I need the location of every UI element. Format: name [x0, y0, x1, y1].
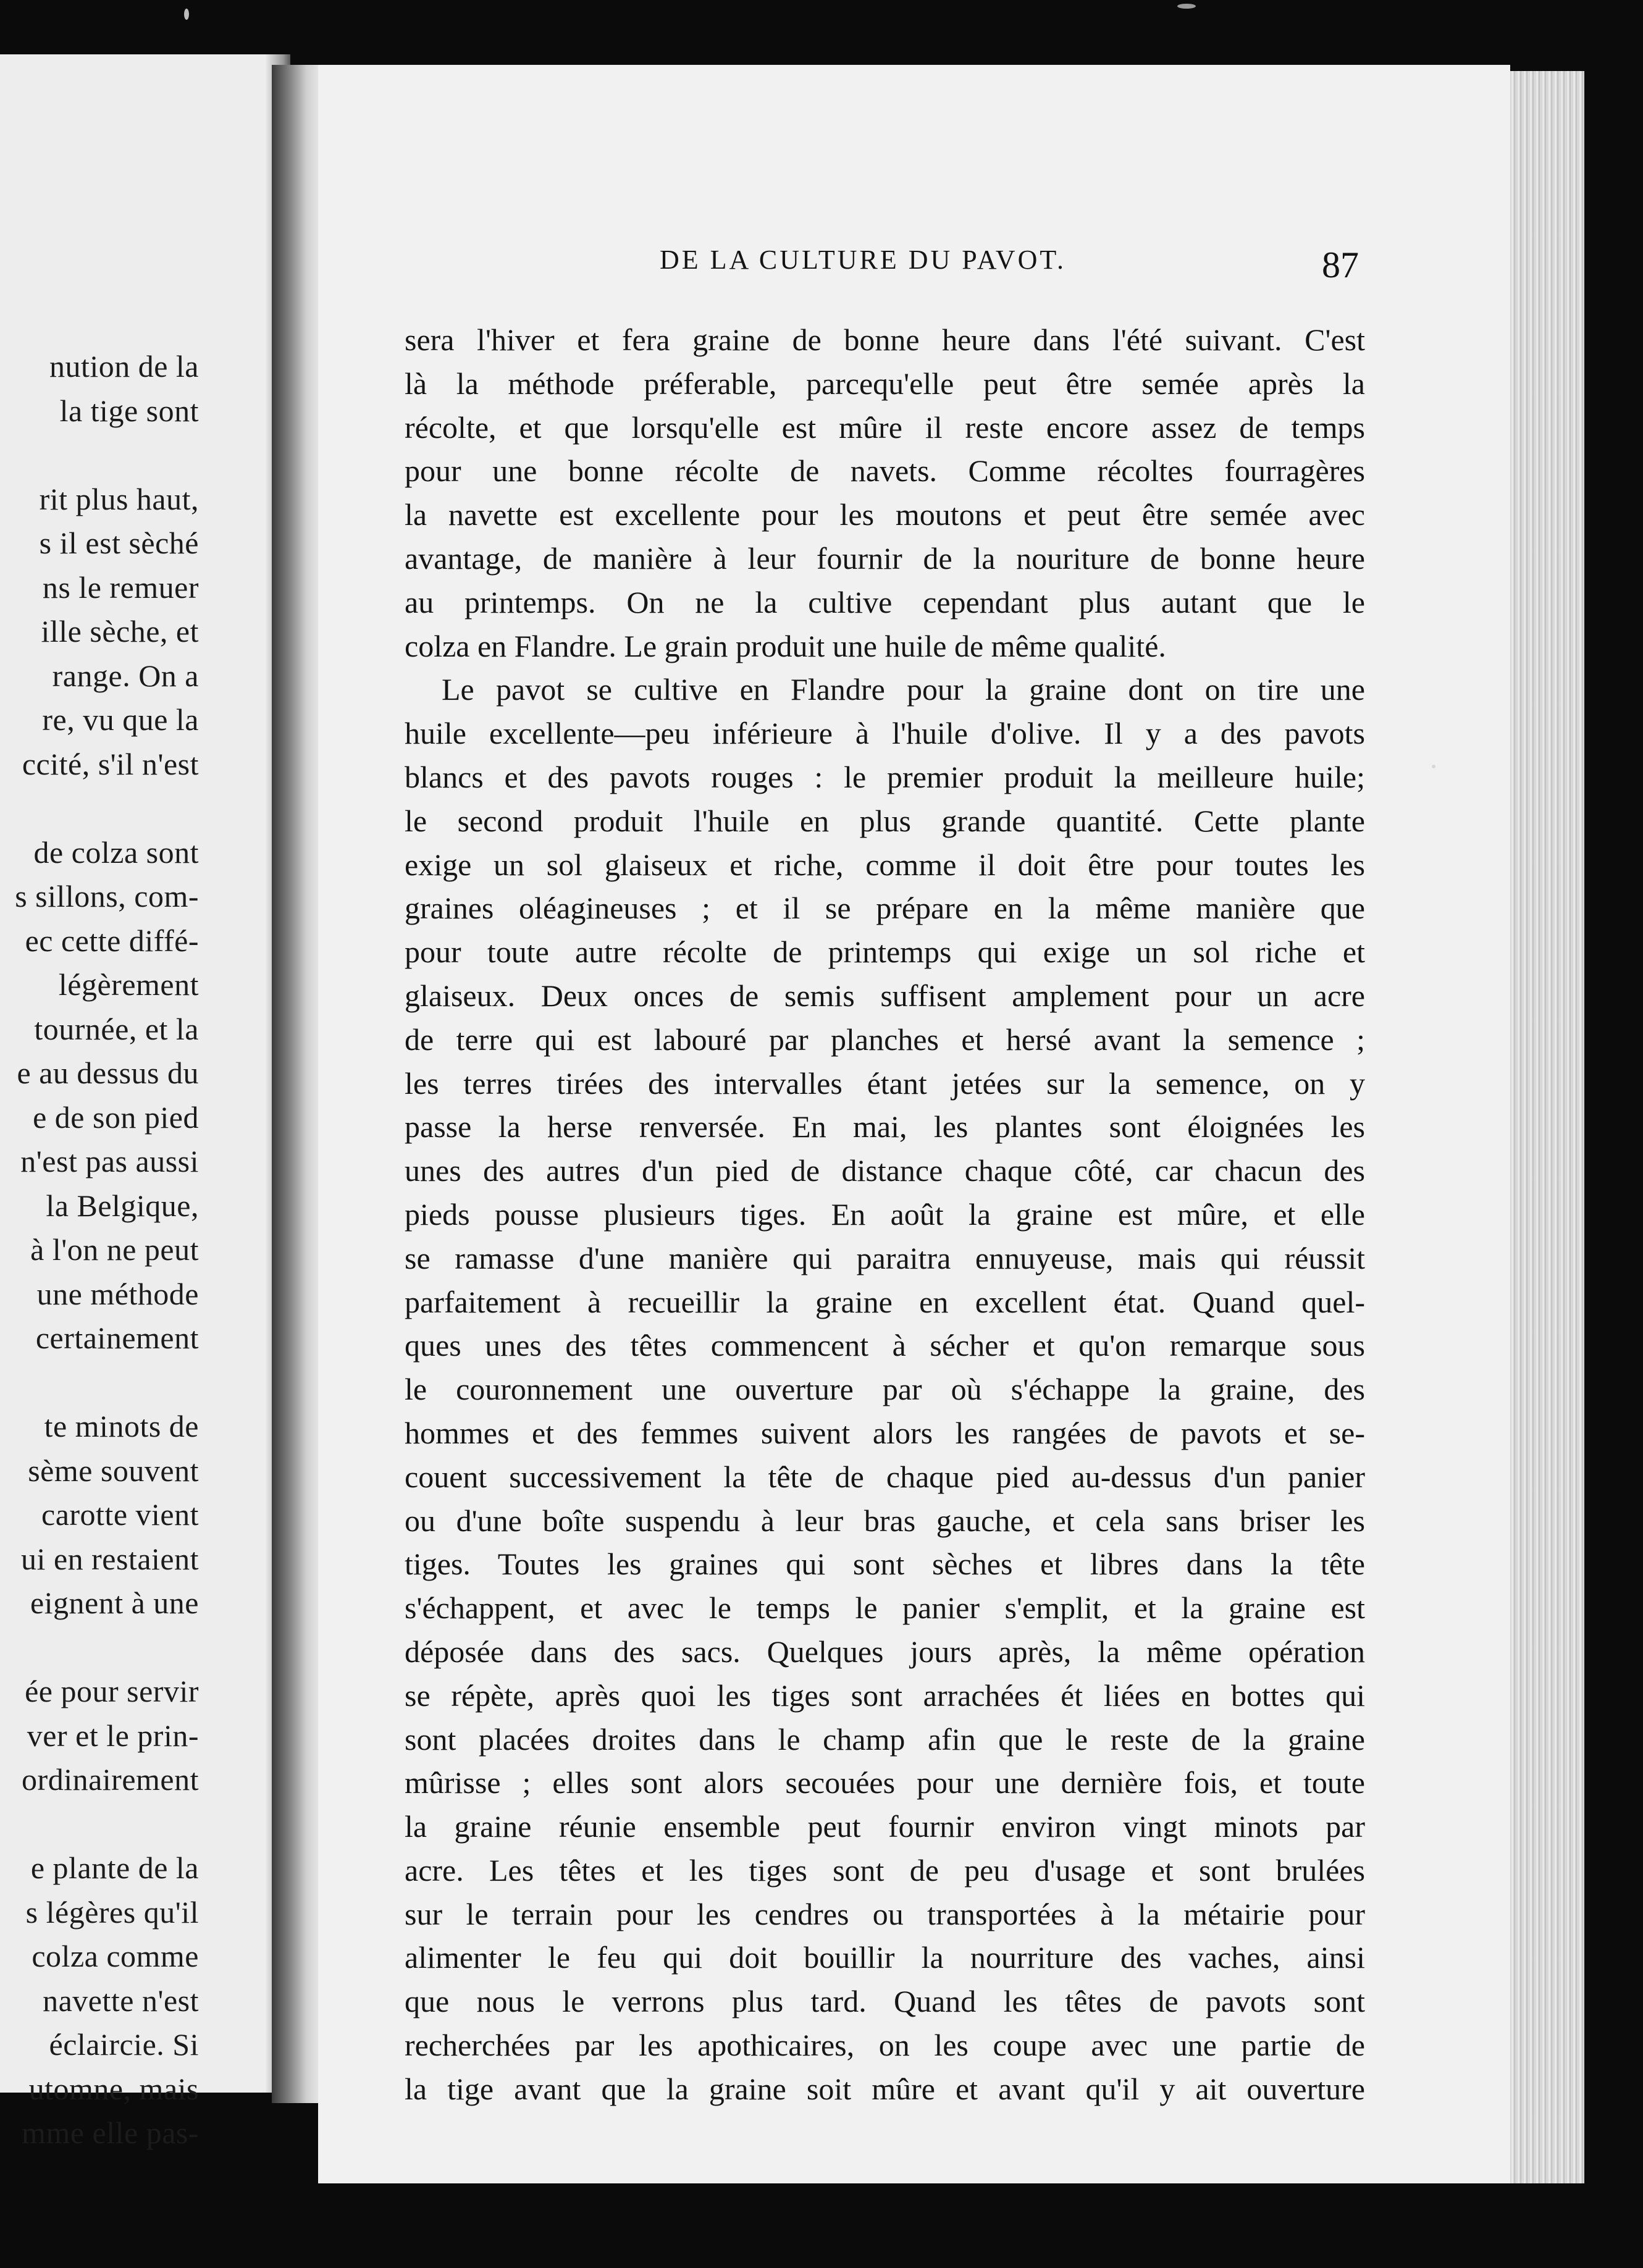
text-line: se ramasse d'une manière qui paraitra ennuyeuse, mais qui réussit	[405, 1240, 1365, 1275]
left-page-line: certainement	[35, 1321, 199, 1355]
text-line: la tige avant que la graine soit mûre et avant qu'il y ait ouverture	[405, 2071, 1365, 2106]
left-page-line: te minots de	[44, 1409, 199, 1443]
left-page-line: e de son pied	[33, 1099, 199, 1135]
text-line: tiges. Toutes les graines qui sont sèches et libres dans la tête	[405, 1547, 1365, 1582]
left-page-line: utomne, mais	[28, 2071, 199, 2106]
left-page-line: éclaircie. Si	[49, 2027, 199, 2062]
text-line: pour une bonne récolte de navets. Comme récoltes fourragères	[405, 453, 1365, 489]
left-page-line: e plante de la	[30, 1850, 199, 1885]
left-page-line: rit plus haut,	[39, 481, 199, 516]
text-line: sont placées droites dans le champ afin que le reste de la graine	[405, 1721, 1365, 1757]
left-page-text	[15, 345, 199, 2156]
text-line: graines oléagineuses ; et il se prépare en la même manière que	[405, 891, 1365, 926]
running-head: DE LA CULTURE DU PAVOT.	[660, 245, 1066, 275]
paper-speck	[1432, 765, 1435, 768]
page-number: 87	[1322, 245, 1359, 285]
book-spine	[272, 65, 321, 2103]
left-page-line: s il est sèché	[39, 526, 199, 560]
text-line: glaiseux. Deux onces de semis suffisent amplement pour un acre	[405, 978, 1365, 1013]
text-line: recherchées par les apothicaires, on les coupe avec une partie de	[405, 2028, 1365, 2063]
left-page-line: re, vu que la	[42, 702, 199, 737]
text-line: avantage, de manière à leur fournir de la nouriture de bonne heure	[405, 540, 1365, 576]
left-page-line: s légères qu'il	[25, 1894, 199, 1930]
text-line: les terres tirées des intervalles étant jetées sur la semence, on y	[405, 1065, 1365, 1101]
text-line: déposée dans des sacs. Quelques jours après, la même opération	[405, 1634, 1365, 1669]
text-line: unes des autres d'un pied de distance chaque côté, car chacun des	[405, 1153, 1365, 1188]
left-page-line: e au dessus du	[17, 1056, 199, 1090]
text-line: sera l'hiver et fera graine de bonne heure dans l'été suivant. C'est	[405, 322, 1365, 357]
left-page-line: ver et le prin-	[27, 1718, 199, 1753]
text-line: parfaitement à recueillir la graine en excellent état. Quand quel-	[405, 1284, 1365, 1319]
text-line: le couronnement une ouverture par où s'échappe la graine, des	[405, 1372, 1365, 1407]
text-line: au printemps. On ne la cultive cependant plus autant que le	[405, 584, 1365, 620]
left-page-line: de colza sont	[33, 834, 199, 870]
body-text	[405, 318, 1365, 2111]
text-line: passe la herse renversée. En mai, les plantes sont éloignées les	[405, 1109, 1365, 1144]
left-page-line	[15, 433, 199, 477]
left-page-line: range. On a	[52, 658, 199, 693]
left-page-line: mme elle pas-	[22, 2115, 199, 2150]
left-page-line: nution de la	[49, 349, 199, 384]
left-page-line: n'est pas aussi	[20, 1144, 199, 1178]
text-line: la graine réunie ensemble peut fournir environ vingt minots par	[405, 1809, 1365, 1844]
left-page-line: carotte vient	[41, 1497, 199, 1532]
page-edge	[1510, 71, 1584, 2183]
left-page-line	[15, 1626, 199, 1670]
text-line: s'échappent, et avec le temps le panier s'emplit, et la graine est	[405, 1590, 1365, 1626]
left-page-line: ée pour servir	[25, 1674, 199, 1708]
left-page-line: eignent à une	[30, 1586, 199, 1620]
left-page-line: ille sèche, et	[41, 614, 199, 649]
text-line: pour toute autre récolte de printemps qui exige un sol riche et	[405, 934, 1365, 970]
text-line: alimenter le feu qui doit bouillir la nourriture des vaches, ainsi	[405, 1940, 1365, 1975]
text-line: mûrisse ; elles sont alors secouées pour une dernière fois, et toute	[405, 1765, 1365, 1800]
text-line: hommes et des femmes suivent alors les rangées de pavots et se-	[405, 1415, 1365, 1450]
left-page-line: ec cette diffé-	[25, 923, 199, 958]
text-line: la navette est excellente pour les moutons et peut être semée avec	[405, 497, 1365, 532]
left-page-line: la tige sont	[59, 393, 199, 428]
left-page	[0, 54, 290, 2150]
text-line: ques unes des têtes commencent à sécher et qu'on remarque sous	[405, 1328, 1365, 1363]
left-page-line: à l'on ne peut	[30, 1232, 199, 1267]
left-page-line	[15, 786, 199, 831]
left-page-line: ccité, s'il n'est	[22, 746, 199, 781]
text-line: pieds pousse plusieurs tiges. En août la graine est mûre, et elle	[405, 1196, 1365, 1232]
text-line: ou d'une boîte suspendu à leur bras gauche, et cela sans briser les	[405, 1503, 1365, 1538]
left-page-line: tournée, et la	[34, 1011, 199, 1046]
left-page-line: sème souvent	[28, 1453, 199, 1488]
text-line: le second produit l'huile en plus grande quantité. Cette plante	[405, 803, 1365, 838]
left-page-line	[15, 1802, 199, 1847]
text-line: exige un sol glaiseux et riche, comme il doit être pour toutes les	[405, 847, 1365, 882]
left-page-line: la Belgique,	[46, 1188, 199, 1223]
text-line: de terre qui est labouré par planches et hersé avant la semence ;	[405, 1022, 1365, 1057]
text-line: colza en Flandre. Le grain produit une huile de même qualité.	[405, 628, 1166, 663]
text-line: huile excellente—peu inférieure à l'huile d'olive. Il y a des pavots	[405, 716, 1365, 751]
left-page-line	[15, 1361, 199, 1405]
paper-speck	[184, 9, 189, 20]
left-page-line: s sillons, com-	[15, 879, 199, 914]
left-page-line: ordinairement	[22, 1762, 199, 1797]
text-line: acre. Les têtes et les tiges sont de peu d'usage et sont brulées	[405, 1852, 1365, 1888]
text-line: se répète, après quoi les tiges sont arrachées ét liées en bottes qui	[405, 1678, 1365, 1713]
left-page-line: légèrement	[58, 967, 199, 1002]
text-line: que nous le verrons plus tard. Quand les têtes de pavots sont	[405, 1984, 1365, 2019]
text-line: sur le terrain pour les cendres ou transportées à la métairie pour	[405, 1896, 1365, 1931]
left-page-line: une méthode	[36, 1276, 199, 1311]
left-page-line: ui en restaient	[21, 1541, 199, 1576]
paper-speck	[1177, 4, 1196, 9]
text-line: blancs et des pavots rouges : le premier produit la meilleure huile;	[405, 759, 1365, 794]
paragraph-start-line: Le pavot se cultive en Flandre pour la graine dont on tire une	[442, 672, 1365, 707]
text-line: là la méthode préferable, parcequ'elle peut être semée après la	[405, 366, 1365, 401]
left-page-line: navette n'est	[43, 1983, 199, 2018]
left-page-line: ns le remuer	[42, 569, 199, 605]
text-line: couent successivement la tête de chaque pied au-dessus d'un panier	[405, 1459, 1365, 1494]
text-line: récolte, et que lorsqu'elle est mûre il reste encore assez de temps	[405, 410, 1365, 445]
left-page-line: colza comme	[32, 1939, 199, 1973]
